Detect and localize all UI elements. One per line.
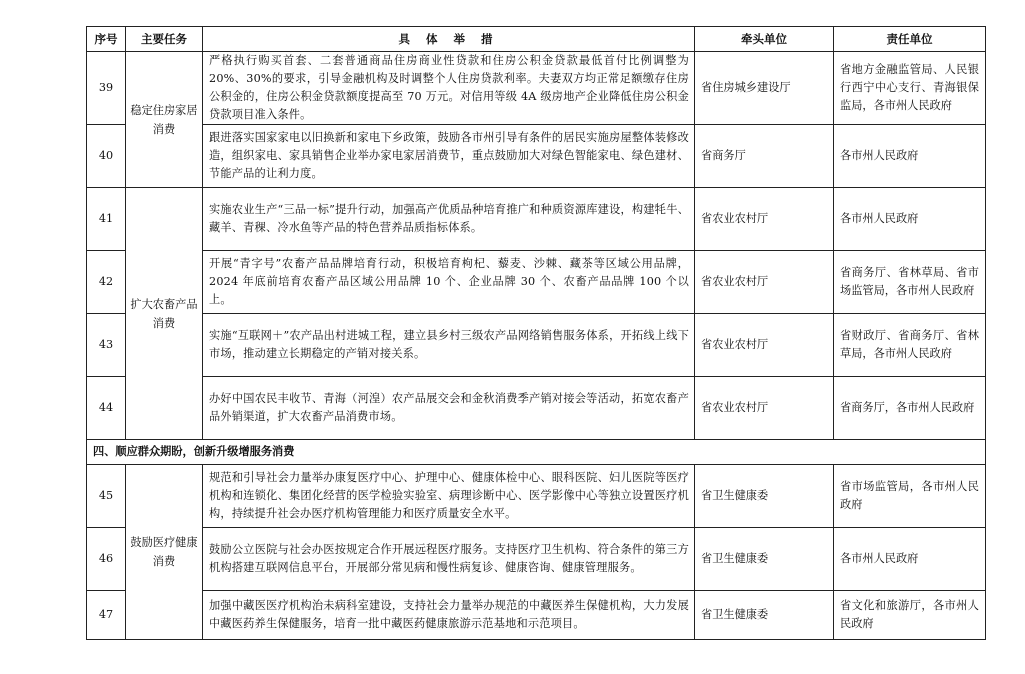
row-index: 43	[87, 314, 126, 377]
row-index: 44	[87, 377, 126, 440]
measure-cell: 开展“青字号”农畜产品品牌培育行动，积极培育枸杞、藜麦、沙棘、藏茶等区域公用品牌，2024 年底前培育农畜产品区域公用品牌 10 个、企业品牌 30 个、农畜产品品牌 100 个以上。	[203, 251, 695, 314]
main-task: 稳定住房家居消费	[126, 52, 203, 188]
header-lead: 牵头单位	[695, 27, 834, 52]
main-task: 鼓励医疗健康消费	[126, 465, 203, 640]
responsible-unit: 省财政厅、省商务厅、省林草局，各市州人民政府	[834, 314, 986, 377]
header-measure: 具 体 举 措	[203, 27, 695, 52]
table-row	[87, 251, 986, 314]
table-row	[87, 125, 986, 188]
measure-cell: 规范和引导社会力量举办康复医疗中心、护理中心、健康体检中心、眼科医院、妇儿医院等医疗机构和连锁化、集团化经营的医学检验实验室、病理诊断中心、医学影像中心等独立设置医疗机构，持续提升社会办医疗机构管理能力和医疗质量安全水平。	[203, 465, 695, 528]
header-idx: 序号	[87, 27, 126, 52]
row-index: 40	[87, 125, 126, 188]
row-index: 41	[87, 188, 126, 251]
measure-cell: 鼓励公立医院与社会办医按规定合作开展远程医疗服务。支持医疗卫生机构、符合条件的第三方机构搭建互联网信息平台，开展部分常见病和慢性病复诊、健康咨询、健康管理服务。	[203, 528, 695, 591]
table-row	[87, 52, 986, 125]
table-row	[87, 314, 986, 377]
responsible-unit: 各市州人民政府	[834, 188, 986, 251]
task-table	[86, 26, 986, 640]
measure-cell: 办好中国农民丰收节、青海（河湟）农产品展交会和金秋消费季产销对接会等活动，拓宽农畜产品外销渠道，扩大农畜产品消费市场。	[203, 377, 695, 440]
responsible-unit: 各市州人民政府	[834, 528, 986, 591]
measure-cell: 实施“互联网＋”农产品出村进城工程，建立县乡村三级农产品网络销售服务体系，开拓线上线下市场，推动建立长期稳定的产销对接关系。	[203, 314, 695, 377]
lead-unit: 省卫生健康委	[695, 591, 834, 640]
table-row	[87, 188, 986, 251]
row-index: 45	[87, 465, 126, 528]
row-index: 39	[87, 52, 126, 125]
lead-unit: 省农业农村厅	[695, 314, 834, 377]
responsible-unit: 省商务厅、省林草局、省市场监管局，各市州人民政府	[834, 251, 986, 314]
responsible-unit: 省商务厅，各市州人民政府	[834, 377, 986, 440]
table-row	[87, 528, 986, 591]
measure-cell: 严格执行购买首套、二套普通商品住房商业性贷款和住房公积金贷款最低首付比例调整为 20%、30%的要求，引导金融机构及时调整个人住房贷款利率。夫妻双方均正常足额缴存住房公积金的，住房公积金贷款额度提高至 70 万元。对信用等级 4A 级房地产企业降低住房公积金贷款项目准入条件。	[203, 52, 695, 125]
responsible-unit: 省文化和旅游厅，各市州人民政府	[834, 591, 986, 640]
table-row	[87, 591, 986, 640]
measure-cell: 跟进落实国家家电以旧换新和家电下乡政策，鼓励各市州引导有条件的居民实施房屋整体装修改造，组织家电、家具销售企业举办家电家居消费节，重点鼓励加大对绿色智能家电、绿色建材、节能产品的让利力度。	[203, 125, 695, 188]
lead-unit: 省农业农村厅	[695, 377, 834, 440]
main-task: 扩大农畜产品消费	[126, 188, 203, 440]
table-header-row	[87, 27, 986, 52]
lead-unit: 省卫生健康委	[695, 465, 834, 528]
header-resp: 责任单位	[834, 27, 986, 52]
lead-unit: 省卫生健康委	[695, 528, 834, 591]
measure-cell: 实施农业生产“三品一标”提升行动，加强高产优质品种培育推广和种质资源库建设，构建牦牛、藏羊、青稞、冷水鱼等产品的特色营养品质指标体系。	[203, 188, 695, 251]
section-heading: 四、顺应群众期盼，创新升级增服务消费	[87, 440, 986, 465]
row-index: 47	[87, 591, 126, 640]
table-row	[87, 465, 986, 528]
responsible-unit: 省市场监管局，各市州人民政府	[834, 465, 986, 528]
header-task: 主要任务	[126, 27, 203, 52]
lead-unit: 省商务厅	[695, 125, 834, 188]
row-index: 46	[87, 528, 126, 591]
row-index: 42	[87, 251, 126, 314]
lead-unit: 省住房城乡建设厅	[695, 52, 834, 125]
section-row	[87, 440, 986, 465]
lead-unit: 省农业农村厅	[695, 251, 834, 314]
responsible-unit: 各市州人民政府	[834, 125, 986, 188]
lead-unit: 省农业农村厅	[695, 188, 834, 251]
responsible-unit: 省地方金融监管局、人民银行西宁中心支行、青海银保监局，各市州人民政府	[834, 52, 986, 125]
table-row	[87, 377, 986, 440]
measure-cell: 加强中藏医医疗机构治未病科室建设，支持社会力量举办规范的中藏医养生保健机构，大力发展中藏医药养生保健服务，培育一批中藏医药健康旅游示范基地和示范项目。	[203, 591, 695, 640]
